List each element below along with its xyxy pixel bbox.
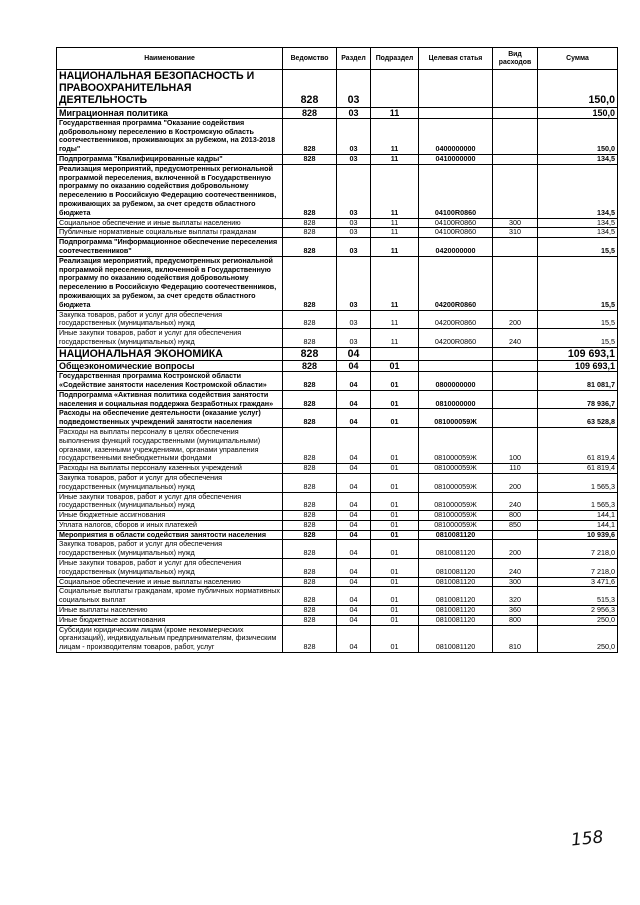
row-target: 0810081120	[419, 540, 493, 559]
row-expense-type: 850	[493, 520, 538, 530]
row-expense-type: 300	[493, 218, 538, 228]
row-dept: 828	[283, 606, 337, 616]
row-section: 04	[337, 606, 371, 616]
row-subsection: 01	[371, 427, 419, 463]
table-row	[57, 164, 618, 218]
row-sum: 150,0	[538, 70, 618, 108]
table-row	[57, 615, 618, 625]
row-name: Социальное обеспечение и иные выплаты населению	[57, 218, 283, 228]
row-expense-type: 800	[493, 511, 538, 521]
row-sum: 109 693,1	[538, 347, 618, 360]
row-section: 03	[337, 70, 371, 108]
table-row	[57, 559, 618, 578]
row-target: 0810081120	[419, 606, 493, 616]
handwritten-page-number: 158	[570, 827, 605, 851]
row-target: 081000059Ж	[419, 511, 493, 521]
row-section: 03	[337, 118, 371, 154]
row-dept: 828	[283, 427, 337, 463]
row-expense-type: 240	[493, 329, 538, 348]
row-target: 081000059Ж	[419, 492, 493, 511]
row-target: 0810081120	[419, 615, 493, 625]
row-target: 04100R0860	[419, 164, 493, 218]
row-expense-type: 320	[493, 587, 538, 606]
row-dept: 828	[283, 360, 337, 371]
row-target: 0810000000	[419, 390, 493, 409]
row-expense-type	[493, 238, 538, 257]
row-subsection: 11	[371, 329, 419, 348]
row-dept: 828	[283, 473, 337, 492]
row-dept: 828	[283, 70, 337, 108]
row-name: Закупка товаров, работ и услуг для обеспечения государственных (муниципальных) нужд	[57, 540, 283, 559]
row-section: 04	[337, 615, 371, 625]
row-dept: 828	[283, 390, 337, 409]
row-name: Мероприятия в области содействия занятости населения	[57, 530, 283, 540]
row-subsection: 01	[371, 615, 419, 625]
row-expense-type: 200	[493, 310, 538, 329]
row-subsection: 11	[371, 310, 419, 329]
table-header-row	[57, 48, 618, 70]
row-expense-type	[493, 256, 538, 310]
row-dept: 828	[283, 530, 337, 540]
row-subsection: 01	[371, 606, 419, 616]
row-subsection	[371, 70, 419, 108]
row-expense-type: 310	[493, 228, 538, 238]
row-name: Реализация мероприятий, предусмотренных региональной программой переселения, включенной в Государственную программу по оказанию содействия добровольному переселению в Российскую Федерацию соотечественников, проживающих за рубежом, за счет средств областного бюджета	[57, 164, 283, 218]
row-expense-type: 200	[493, 473, 538, 492]
table-row	[57, 427, 618, 463]
header-sum: Сумма	[538, 48, 618, 70]
row-expense-type	[493, 107, 538, 118]
table-row	[57, 540, 618, 559]
row-section: 04	[337, 409, 371, 428]
row-dept: 828	[283, 577, 337, 587]
row-section: 03	[337, 256, 371, 310]
row-target: 0810081120	[419, 625, 493, 652]
table-row	[57, 107, 618, 118]
row-dept: 828	[283, 464, 337, 474]
row-name: Закупка товаров, работ и услуг для обеспечения государственных (муниципальных) нужд	[57, 473, 283, 492]
row-sum: 1 565,3	[538, 473, 618, 492]
row-target: 081000059Ж	[419, 409, 493, 428]
row-expense-type: 360	[493, 606, 538, 616]
row-sum: 3 471,6	[538, 577, 618, 587]
row-subsection: 01	[371, 372, 419, 391]
row-section: 03	[337, 238, 371, 257]
row-section: 03	[337, 228, 371, 238]
row-expense-type	[493, 372, 538, 391]
row-dept: 828	[283, 218, 337, 228]
row-section: 04	[337, 372, 371, 391]
row-dept: 828	[283, 587, 337, 606]
row-expense-type	[493, 390, 538, 409]
row-sum: 15,5	[538, 256, 618, 310]
row-section: 04	[337, 511, 371, 521]
row-expense-type	[493, 409, 538, 428]
row-dept: 828	[283, 107, 337, 118]
row-target	[419, 70, 493, 108]
row-target: 0810081120	[419, 587, 493, 606]
row-subsection: 01	[371, 464, 419, 474]
row-section: 04	[337, 360, 371, 371]
row-section: 04	[337, 464, 371, 474]
row-subsection: 01	[371, 409, 419, 428]
row-target: 0810081120	[419, 530, 493, 540]
row-section: 04	[337, 492, 371, 511]
row-expense-type	[493, 155, 538, 165]
row-name: Расходы на обеспечение деятельности (оказание услуг) подведомственных учреждений занятости населения	[57, 409, 283, 428]
row-name: Подпрограмма "Квалифицированные кадры"	[57, 155, 283, 165]
row-expense-type: 240	[493, 559, 538, 578]
row-name: Иные бюджетные ассигнования	[57, 511, 283, 521]
row-dept: 828	[283, 256, 337, 310]
row-subsection: 01	[371, 587, 419, 606]
row-subsection: 01	[371, 577, 419, 587]
table-row	[57, 606, 618, 616]
row-name: Уплата налогов, сборов и иных платежей	[57, 520, 283, 530]
row-target: 04100R0860	[419, 218, 493, 228]
row-sum: 134,5	[538, 155, 618, 165]
row-subsection: 01	[371, 492, 419, 511]
row-section: 03	[337, 107, 371, 118]
row-subsection: 01	[371, 625, 419, 652]
row-name: Иные закупки товаров, работ и услуг для обеспечения государственных (муниципальных) нужд	[57, 559, 283, 578]
row-subsection: 11	[371, 238, 419, 257]
row-target: 081000059Ж	[419, 473, 493, 492]
row-target: 0400000000	[419, 118, 493, 154]
row-dept: 828	[283, 329, 337, 348]
row-expense-type	[493, 70, 538, 108]
table-row	[57, 492, 618, 511]
table-row	[57, 70, 618, 108]
budget-table	[56, 47, 618, 653]
row-section: 03	[337, 310, 371, 329]
row-sum: 250,0	[538, 615, 618, 625]
row-subsection: 11	[371, 218, 419, 228]
row-dept: 828	[283, 520, 337, 530]
row-sum: 150,0	[538, 118, 618, 154]
row-name: Иные закупки товаров, работ и услуг для обеспечения государственных (муниципальных) нужд	[57, 329, 283, 348]
row-target: 081000059Ж	[419, 464, 493, 474]
row-name: Социальное обеспечение и иные выплаты населению	[57, 577, 283, 587]
row-name: Субсидии юридическим лицам (кроме некоммерческих организаций), индивидуальным предпринимателям, физическим лицам - производителям товаров, работ, услуг	[57, 625, 283, 652]
table-row	[57, 310, 618, 329]
row-name: Подпрограмма «Активная политика содействия занятости населения и социальная поддержка безработных граждан»	[57, 390, 283, 409]
row-name: Иные выплаты населению	[57, 606, 283, 616]
row-sum: 1 565,3	[538, 492, 618, 511]
row-section: 03	[337, 155, 371, 165]
row-name: Расходы на выплаты персоналу в целях обеспечения выполнения функций государственными (муниципальными) органами, казенными учреждениями, органами управления государственными внебюджетными фондами	[57, 427, 283, 463]
row-target: 0420000000	[419, 238, 493, 257]
row-name: Подпрограмма "Информационное обеспечение переселения соотечественников"	[57, 238, 283, 257]
row-sum: 15,5	[538, 310, 618, 329]
table-row	[57, 390, 618, 409]
table-row	[57, 511, 618, 521]
row-subsection: 01	[371, 530, 419, 540]
row-target: 04200R0860	[419, 329, 493, 348]
row-name: Иные бюджетные ассигнования	[57, 615, 283, 625]
row-expense-type	[493, 164, 538, 218]
row-section: 03	[337, 218, 371, 228]
table-row	[57, 473, 618, 492]
row-section: 04	[337, 540, 371, 559]
row-dept: 828	[283, 492, 337, 511]
row-subsection: 11	[371, 228, 419, 238]
row-target: 0810081120	[419, 577, 493, 587]
row-sum: 134,5	[538, 228, 618, 238]
row-expense-type	[493, 118, 538, 154]
table-row	[57, 347, 618, 360]
row-expense-type: 240	[493, 492, 538, 511]
row-expense-type: 810	[493, 625, 538, 652]
table-row	[57, 372, 618, 391]
row-subsection: 01	[371, 511, 419, 521]
row-sum: 7 218,0	[538, 559, 618, 578]
row-section: 04	[337, 625, 371, 652]
row-section: 04	[337, 473, 371, 492]
row-target	[419, 107, 493, 118]
table-row	[57, 329, 618, 348]
row-target: 04200R0860	[419, 256, 493, 310]
row-target	[419, 360, 493, 371]
row-subsection: 11	[371, 107, 419, 118]
row-name: Общеэкономические вопросы	[57, 360, 283, 371]
row-target: 0800000000	[419, 372, 493, 391]
row-section: 04	[337, 390, 371, 409]
row-section: 04	[337, 587, 371, 606]
row-sum: 2 956,3	[538, 606, 618, 616]
row-expense-type	[493, 530, 538, 540]
row-sum: 144,1	[538, 511, 618, 521]
row-sum: 78 936,7	[538, 390, 618, 409]
row-section: 04	[337, 347, 371, 360]
row-subsection: 01	[371, 473, 419, 492]
row-sum: 7 218,0	[538, 540, 618, 559]
row-expense-type: 800	[493, 615, 538, 625]
row-dept: 828	[283, 615, 337, 625]
table-row	[57, 155, 618, 165]
table-row	[57, 464, 618, 474]
row-sum: 15,5	[538, 238, 618, 257]
row-name: Государственная программа Костромской области «Содействие занятости населения Костромской области»	[57, 372, 283, 391]
row-sum: 515,3	[538, 587, 618, 606]
row-section: 03	[337, 164, 371, 218]
row-target: 04100R0860	[419, 228, 493, 238]
row-expense-type: 200	[493, 540, 538, 559]
header-section: Раздел	[337, 48, 371, 70]
row-subsection: 01	[371, 390, 419, 409]
row-subsection: 01	[371, 360, 419, 371]
row-subsection: 11	[371, 118, 419, 154]
row-expense-type: 300	[493, 577, 538, 587]
table-row	[57, 256, 618, 310]
row-subsection: 01	[371, 540, 419, 559]
table-row	[57, 625, 618, 652]
row-target: 081000059Ж	[419, 520, 493, 530]
row-dept: 828	[283, 625, 337, 652]
row-section: 04	[337, 427, 371, 463]
row-subsection: 11	[371, 155, 419, 165]
row-target: 0810081120	[419, 559, 493, 578]
table-row	[57, 409, 618, 428]
row-subsection	[371, 347, 419, 360]
row-dept: 828	[283, 155, 337, 165]
row-sum: 63 528,8	[538, 409, 618, 428]
row-dept: 828	[283, 372, 337, 391]
row-sum: 61 819,4	[538, 464, 618, 474]
header-subsection: Подраздел	[371, 48, 419, 70]
row-sum: 150,0	[538, 107, 618, 118]
row-sum: 61 819,4	[538, 427, 618, 463]
row-name: НАЦИОНАЛЬНАЯ ЭКОНОМИКА	[57, 347, 283, 360]
row-dept: 828	[283, 310, 337, 329]
row-section: 04	[337, 530, 371, 540]
row-name: Публичные нормативные социальные выплаты гражданам	[57, 228, 283, 238]
row-subsection: 01	[371, 520, 419, 530]
header-expense-type: Вид расходов	[493, 48, 538, 70]
row-dept: 828	[283, 238, 337, 257]
row-dept: 828	[283, 164, 337, 218]
row-section: 04	[337, 577, 371, 587]
table-row	[57, 520, 618, 530]
row-expense-type: 110	[493, 464, 538, 474]
row-sum: 144,1	[538, 520, 618, 530]
row-name: Расходы на выплаты персоналу казенных учреждений	[57, 464, 283, 474]
row-expense-type: 100	[493, 427, 538, 463]
row-dept: 828	[283, 409, 337, 428]
row-sum: 134,5	[538, 218, 618, 228]
row-name: Миграционная политика	[57, 107, 283, 118]
row-name: Реализация мероприятий, предусмотренных региональной программой переселения, включенной в Государственную программу по оказанию содействия добровольному переселению в Российскую Федерацию соотечественников, проживающих за рубежом, за счет средств областного бюджета	[57, 256, 283, 310]
row-name: НАЦИОНАЛЬНАЯ БЕЗОПАСНОСТЬ И ПРАВООХРАНИТЕЛЬНАЯ ДЕЯТЕЛЬНОСТЬ	[57, 70, 283, 108]
row-name: Иные закупки товаров, работ и услуг для обеспечения государственных (муниципальных) нужд	[57, 492, 283, 511]
header-name: Наименование	[57, 48, 283, 70]
table-body	[57, 70, 618, 653]
row-sum: 250,0	[538, 625, 618, 652]
row-dept: 828	[283, 511, 337, 521]
header-target: Целевая статья	[419, 48, 493, 70]
row-sum: 10 939,6	[538, 530, 618, 540]
row-name: Государственная программа "Оказание содействия добровольному переселению в Костромскую область соотечественников, проживающих за рубежом, на 2013-2018 годы"	[57, 118, 283, 154]
row-target: 0410000000	[419, 155, 493, 165]
row-dept: 828	[283, 559, 337, 578]
row-name: Социальные выплаты гражданам, кроме публичных нормативных социальных выплат	[57, 587, 283, 606]
table-row	[57, 118, 618, 154]
row-dept: 828	[283, 118, 337, 154]
row-section: 04	[337, 559, 371, 578]
row-dept: 828	[283, 228, 337, 238]
row-expense-type	[493, 360, 538, 371]
row-subsection: 01	[371, 559, 419, 578]
row-section: 03	[337, 329, 371, 348]
row-section: 04	[337, 520, 371, 530]
table-row	[57, 360, 618, 371]
table-row	[57, 238, 618, 257]
row-dept: 828	[283, 347, 337, 360]
row-target: 04200R0860	[419, 310, 493, 329]
row-target	[419, 347, 493, 360]
row-subsection: 11	[371, 256, 419, 310]
row-expense-type	[493, 347, 538, 360]
row-subsection: 11	[371, 164, 419, 218]
row-dept: 828	[283, 540, 337, 559]
table-row	[57, 587, 618, 606]
row-sum: 15,5	[538, 329, 618, 348]
row-name: Закупка товаров, работ и услуг для обеспечения государственных (муниципальных) нужд	[57, 310, 283, 329]
row-sum: 134,5	[538, 164, 618, 218]
row-target: 081000059Ж	[419, 427, 493, 463]
row-sum: 81 081,7	[538, 372, 618, 391]
header-dept: Ведомство	[283, 48, 337, 70]
row-sum: 109 693,1	[538, 360, 618, 371]
